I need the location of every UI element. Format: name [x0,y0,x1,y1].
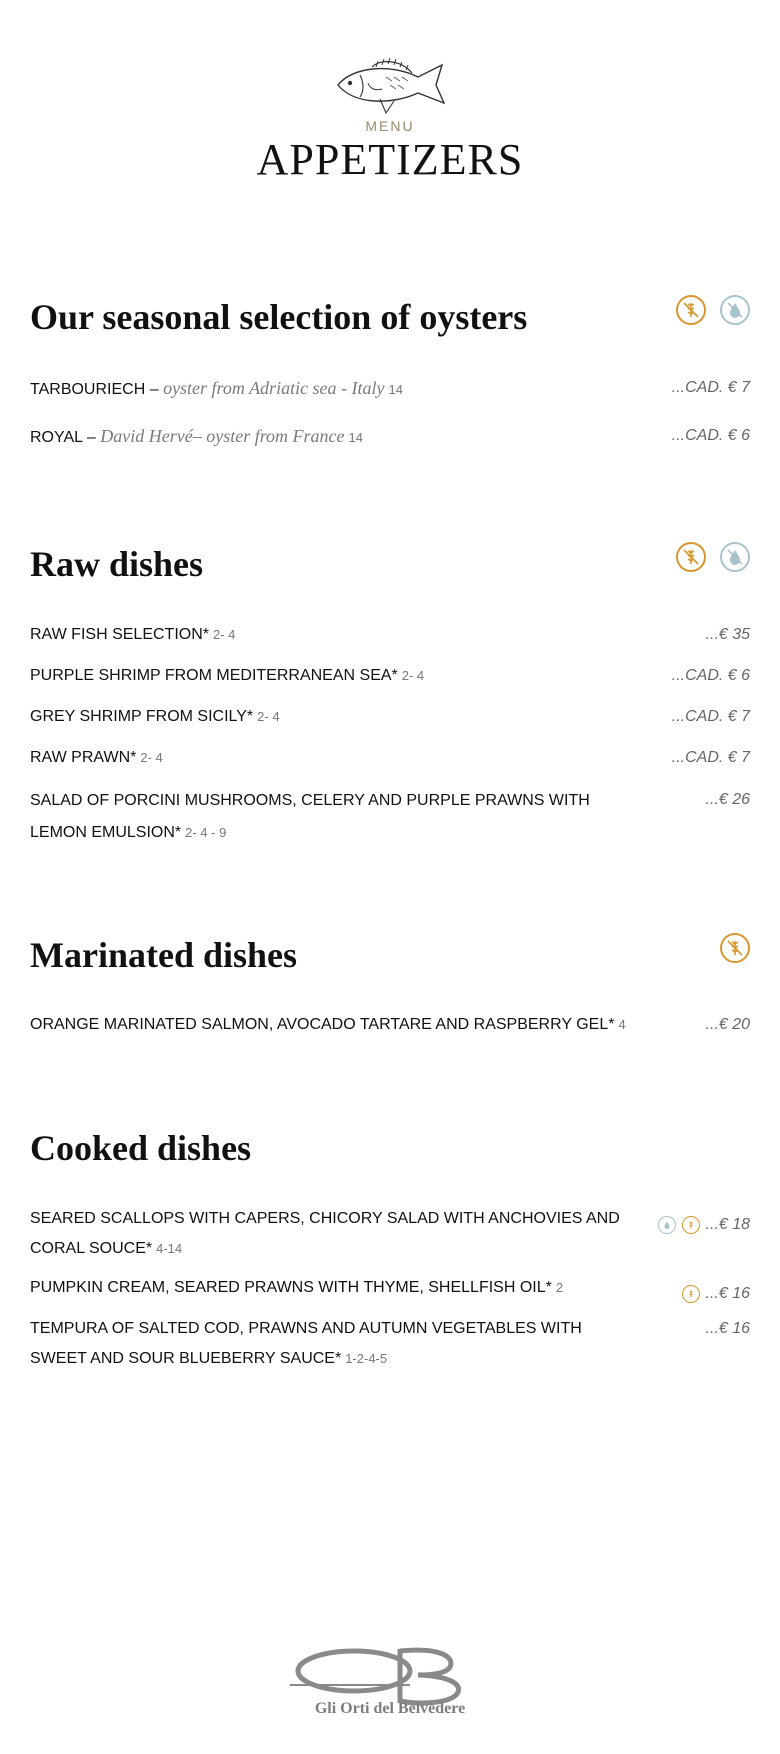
item-price: ...CAD. € 6 [671,427,750,444]
item-name: PURPLE SHRIMP FROM MEDITERRANEAN SEA* [30,667,398,684]
list-item [30,785,750,849]
gluten-free-icon [676,295,706,325]
section-raw-dishes [30,542,750,586]
section-cooked-dishes [30,1126,750,1170]
item-price: ...€ 26 [705,791,750,808]
item-name: RAW FISH SELECTION* [30,626,209,643]
section-icons [720,933,750,963]
item-price-group [658,1210,750,1240]
item-allergens: 2- 4 [140,750,163,765]
item-price: ...€ 35 [705,626,750,643]
section-oysters [30,295,750,339]
item-allergens: 2- 4 [257,709,280,724]
item-price: ...CAD. € 7 [671,749,750,766]
list-item [30,620,750,650]
item-price: ...€ 16 [705,1320,750,1337]
lactose-free-icon [720,295,750,325]
list-item [30,702,750,732]
item-price-group [682,1279,750,1309]
item-name: PUMPKIN CREAM, SEARED PRAWNS WITH THYME, SHELLFISH OIL* [30,1279,552,1296]
page-title: APPETIZERS [256,135,524,184]
section-title: Raw dishes [30,544,204,584]
brand-name: Gli Orti del Belvedere [314,1700,466,1717]
item-description: oyster from Adriatic sea - Italy [163,378,385,398]
item-description: David Hervé– oyster from France [100,426,345,446]
item-allergens: 14 [388,382,403,397]
item-name: SALAD OF PORCINI MUSHROOMS, CELERY AND PURPLE PRAWNS WITH LEMON EMULSION* [30,792,590,841]
list-item [30,1273,750,1303]
menu-kicker: MENU [365,118,415,134]
list-item [30,421,750,453]
item-name: ROYAL – [30,429,101,446]
item-allergens: 2- 4 - 9 [185,825,227,840]
item-name: SEARED SCALLOPS WITH CAPERS, CHICORY SALAD WITH ANCHOVIES AND CORAL SOUCE* [30,1210,620,1257]
item-price: ...€ 16 [705,1285,750,1302]
list-item [30,1314,750,1374]
section-title: Marinated dishes [30,935,298,975]
item-name: TARBOURIECH – [30,381,164,398]
list-item [30,743,750,773]
item-allergens: 1-2-4-5 [345,1351,388,1366]
item-allergens: 14 [348,430,363,445]
item-allergens: 2- 4 [401,668,425,683]
item-name: ORANGE MARINATED SALMON, AVOCADO TARTARE AND RASPBERRY GEL* [30,1016,615,1033]
section-title: Our seasonal selection of oysters [30,297,528,337]
lactose-free-icon [658,1216,676,1234]
list-item [30,661,750,691]
gluten-free-icon [682,1216,700,1234]
list-item [30,1010,750,1040]
lactose-free-icon [720,542,750,572]
section-marinated-dishes [30,933,750,977]
gluten-free-icon [720,933,750,963]
item-price: ...€ 18 [705,1216,750,1233]
fish-illustration-icon [330,55,450,117]
item-allergens: 2- 4 [212,627,236,642]
item-allergens: 2 [555,1280,564,1295]
section-icons [676,295,750,325]
list-item [30,373,750,405]
item-allergens: 4-14 [156,1241,183,1256]
item-price: ...CAD. € 7 [671,708,750,725]
gluten-free-icon [676,542,706,572]
section-title: Cooked dishes [30,1128,252,1168]
item-name: TEMPURA OF SALTED COD, PRAWNS AND AUTUMN VEGETABLES WITH SWEET AND SOUR BLUEBERRY SAUCE* [30,1320,582,1367]
item-price: ...€ 20 [705,1016,750,1033]
item-allergens: 4 [618,1017,626,1032]
item-name: GREY SHRIMP FROM SICILY* [30,708,254,725]
list-item [30,1204,750,1264]
item-name: RAW PRAWN* [30,749,137,766]
item-price: ...CAD. € 7 [671,379,750,396]
item-price: ...CAD. € 6 [671,667,750,684]
gluten-free-icon [682,1285,700,1303]
section-icons [676,542,750,572]
